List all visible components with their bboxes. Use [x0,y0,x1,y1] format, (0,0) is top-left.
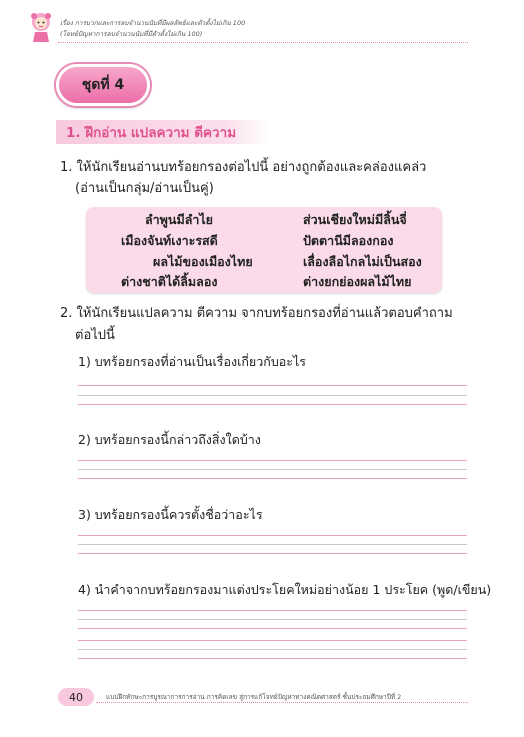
sub-question-1: 1) บทร้อยกรองที่อ่านเป็นเรื่องเกี่ยวกับอะไร [78,354,306,369]
question-1-line-1: 1. ให้นักเรียนอ่านบทร้อยกรองต่อไปนี้ อย่างถูกต้องและคล่องแคล่ว [60,160,427,175]
answer-line[interactable] [78,469,467,470]
poem-right-line: ปัตตานีมีลองกอง [303,233,394,248]
girl-mascot-icon [28,10,54,44]
poem-left-line: ผลไม้ของเมืองไทย [153,254,253,269]
footer-divider [96,702,468,703]
poem-left-line: เมืองจันท์เงาะรสดี [121,233,218,248]
answer-line[interactable] [78,649,467,650]
poem-right-line: ต่างยกย่องผลไม้ไทย [303,274,412,289]
answer-line[interactable] [78,535,467,536]
answer-line[interactable] [78,460,467,461]
poem-right-line: ส่วนเชียงใหม่มีลิ้นจี่ [303,212,407,227]
answer-line[interactable] [78,658,467,659]
page-number: 40 [58,688,94,706]
poem-right-line: เลื่องลือไกลไม่เป็นสอง [303,254,422,269]
sub-question-2: 2) บทร้อยกรองนี้กล่าวถึงสิ่งใดบ้าง [78,432,261,447]
footer-book-title: แบบฝึกทักษะการบูรณาการการอ่าน การคิดเลข สู่การแก้โจทย์ปัญหาทางคณิตศาสตร์ ชั้นประถมศึกษาปีที่ 2 [106,693,402,701]
answer-line[interactable] [78,553,467,554]
question-2-line-2: ต่อไปนี้ [75,328,115,343]
poem-left-line: ต่างชาติได้ลิ้มลอง [121,274,218,289]
answer-line[interactable] [78,385,467,386]
answer-line[interactable] [78,628,467,629]
answer-line[interactable] [78,404,467,405]
answer-line[interactable] [78,544,467,545]
poem-left-line: ลำพูนมีลำไย [145,212,213,227]
header-divider [58,42,468,43]
header-subtopic: (โจทย์ปัญหาการลบจำนวนนับที่มีตัวตั้งไม่เกิน 100) [60,30,203,38]
answer-line[interactable] [78,478,467,479]
sub-question-3: 3) บทร้อยกรองนี้ควรตั้งชื่อว่าอะไร [78,507,263,522]
answer-line[interactable] [78,640,467,641]
header-topic: เรื่อง การบวกและการลบจำนวนนับที่มีผลลัพธ์และตัวตั้งไม่เกิน 100 [60,19,246,27]
answer-line[interactable] [78,610,467,611]
section-title: 1. ฝึกอ่าน แปลความ ตีความ [56,120,270,144]
set-title-badge: ชุดที่ 4 [56,64,150,106]
poem-box [86,207,442,293]
question-1-line-2: (อ่านเป็นกลุ่ม/อ่านเป็นคู่) [75,181,214,196]
question-2-line-1: 2. ให้นักเรียนแปลความ ตีความ จากบทร้อยกรองที่อ่านแล้วตอบคำถาม [60,306,453,321]
answer-line[interactable] [78,619,467,620]
answer-line[interactable] [78,395,467,396]
sub-question-4: 4) นำคำจากบทร้อยกรองมาแต่งประโยคใหม่อย่างน้อย 1 ประโยค (พูด/เขียน) [78,582,492,597]
